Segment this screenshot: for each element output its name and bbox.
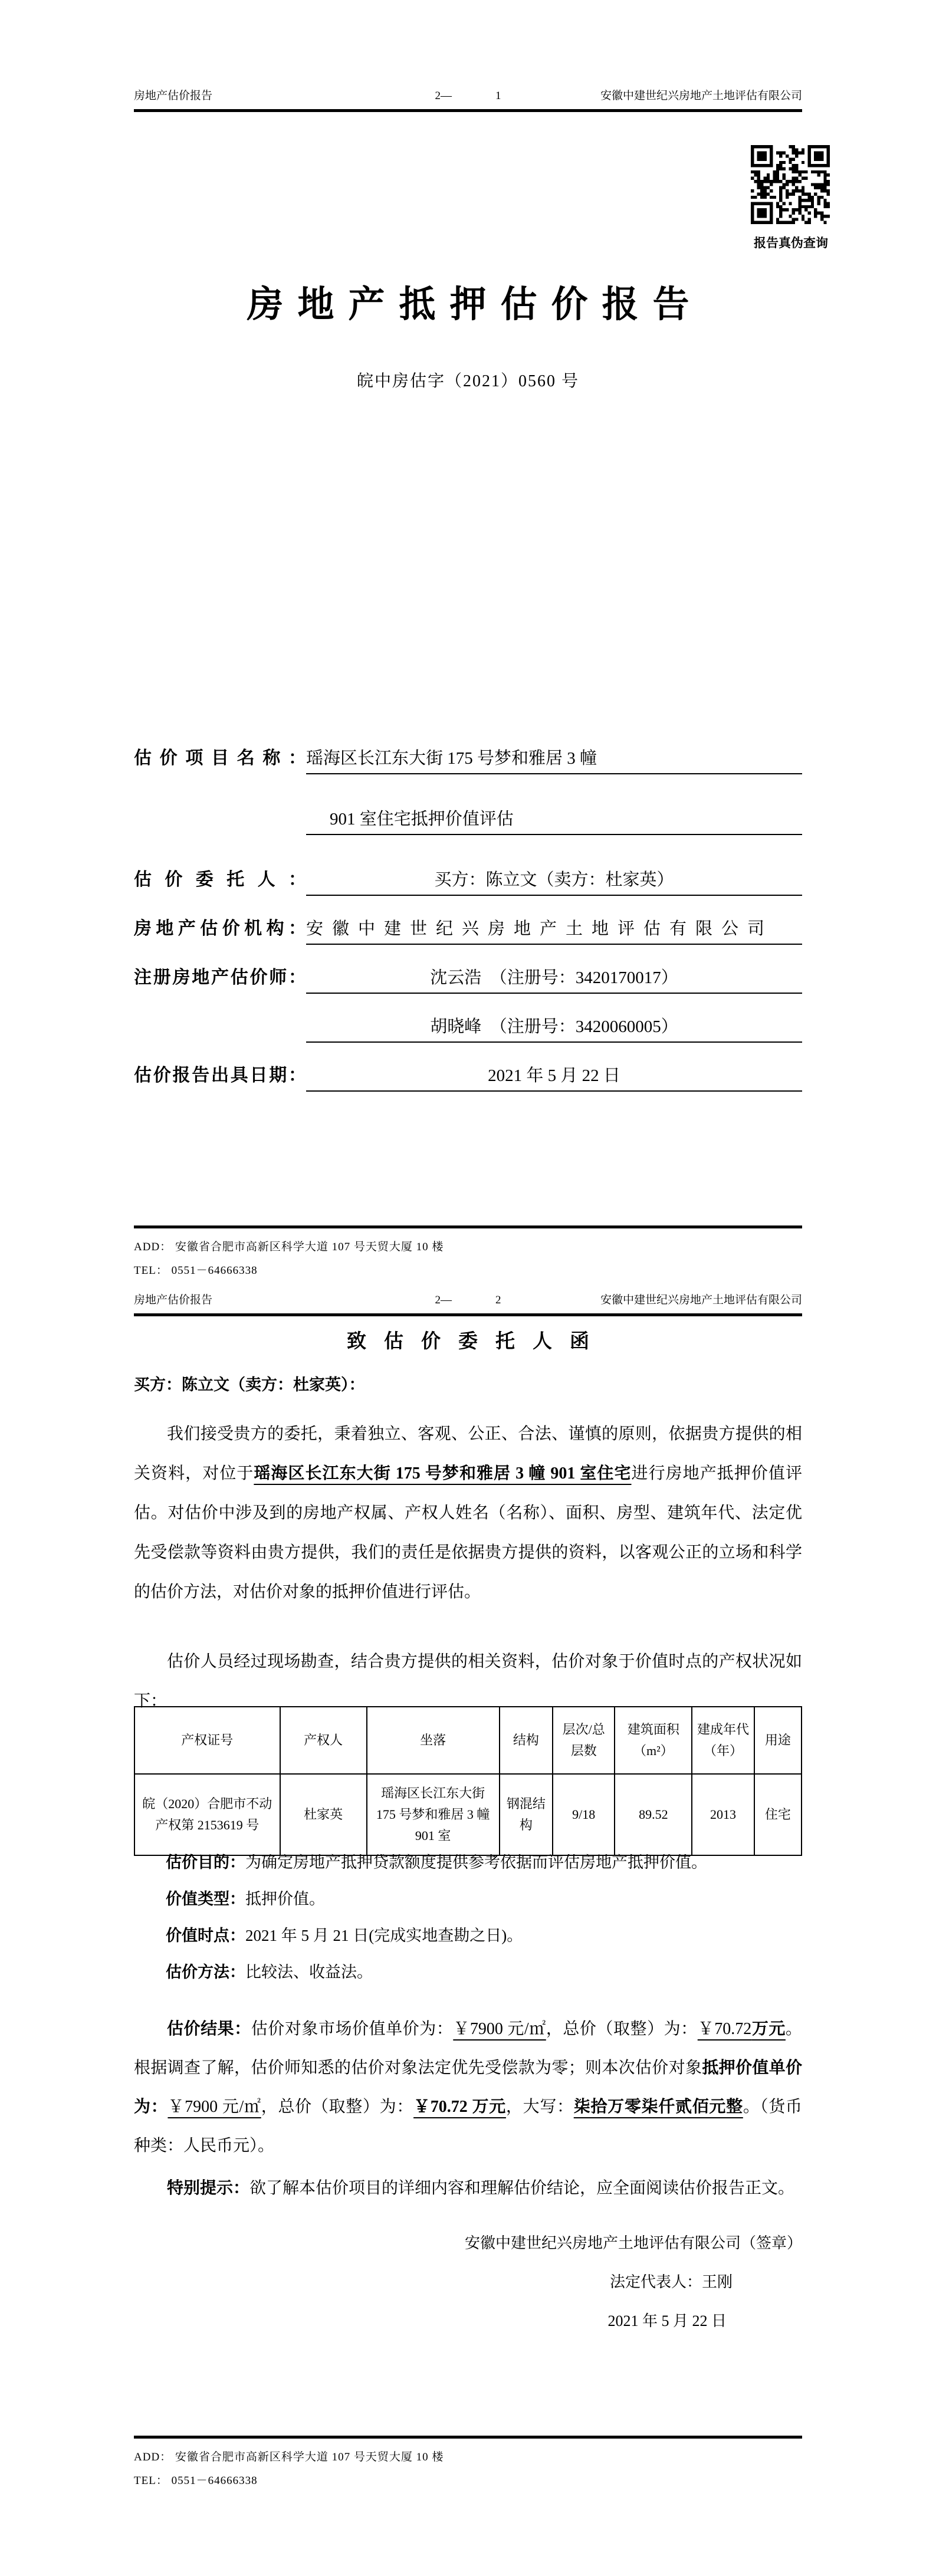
paragraph-commission: 我们接受贵方的委托，秉着独立、客观、公正、合法、谨慎的原则，依据贵方提供的相关资料，对位于瑶海区长江东大街 175 号梦和雅居 3 幢 901 室住宅进行房地产抵押价值评估。对估价中涉及到的房地产权属、产权人姓名（名称）、面积、房型、建筑年代、法定优先受偿款等资料由贵方提供，我们的责任是依据贵方提供的资料，以客观公正的立场和科学的估价方法，对估价对象的抵押价值进行评估。 bbox=[134, 1425, 802, 1601]
field-value-underlined: 沈云浩 （注册号：3420170017） bbox=[306, 966, 802, 994]
field-appraiser-1 bbox=[134, 966, 802, 994]
qr-block bbox=[751, 145, 831, 251]
header-rule bbox=[134, 1313, 802, 1316]
property-rights-table bbox=[134, 1706, 802, 1856]
cover-fields bbox=[134, 747, 802, 1113]
table-header-row bbox=[134, 1707, 802, 1774]
field-client bbox=[134, 868, 802, 896]
signature-block bbox=[134, 2233, 802, 2332]
total-price-value: ￥70.72 bbox=[697, 2020, 752, 2038]
cell-year-built: 2013 bbox=[692, 1774, 754, 1855]
field-agency bbox=[134, 917, 802, 945]
page1-header bbox=[134, 88, 802, 112]
special-note: 特别提示：欲了解本估价项目的详细内容和理解估价结论，应全面阅读估价报告正文。 bbox=[167, 2179, 795, 2197]
field-value-underlined: 901 室住宅抵押价值评估 bbox=[306, 807, 802, 835]
amount-in-words: 柒拾万零柒仟贰佰元整 bbox=[573, 2098, 743, 2116]
appraisal-result: 估价结果：估价对象市场价值单价为：￥7900 元/㎡，总价（取整）为：￥70.72万元。根据调查了解，估价师知悉的估价对象法定优先受偿款为零；则本次估价对象抵押价值单价为：￥7900 元/㎡，总价（取整）为：￥70.72 万元，大写：柒拾万零柒仟贰佰元整。（货币种类：人民币元）。 bbox=[134, 2020, 802, 2155]
mortgage-unit-price-value: ￥7900 元/㎡ bbox=[168, 2098, 261, 2116]
field-value-underlined: 安徽中建世纪兴房地产土地评估有限公司 bbox=[306, 917, 802, 945]
page2-footer bbox=[134, 2436, 802, 2493]
signature-representative: 法定代表人：王刚 bbox=[609, 2273, 733, 2291]
cell-area: 89.52 bbox=[615, 1774, 692, 1855]
report-title: 房地产抵押估价报告 bbox=[247, 285, 704, 325]
footer-rule bbox=[134, 2436, 802, 2439]
col-year-built: 建成年代（年） bbox=[692, 1707, 754, 1774]
header-page-number: 2— 2 bbox=[435, 1294, 501, 1306]
header-report-type: 房地产估价报告 bbox=[134, 90, 213, 102]
header-company-name: 安徽中建世纪兴房地产土地评估有限公司 bbox=[600, 1294, 802, 1306]
field-appraiser-2 bbox=[134, 1015, 802, 1043]
field-value-underlined: 胡晓峰 （注册号：3420060005） bbox=[306, 1015, 802, 1043]
table-row bbox=[134, 1774, 802, 1855]
cell-owner: 杜家英 bbox=[280, 1774, 367, 1855]
signature-date: 2021 年 5 月 22 日 bbox=[607, 2312, 727, 2329]
col-location: 坐落 bbox=[367, 1707, 500, 1774]
footer-address: ADD： 安徽省合肥市高新区科学大道 107 号天贸大厦 10 楼 bbox=[134, 1241, 444, 1253]
qr-caption: 报告真伪查询 bbox=[754, 236, 828, 250]
header-company-name: 安徽中建世纪兴房地产土地评估有限公司 bbox=[600, 90, 802, 102]
col-structure: 结构 bbox=[500, 1707, 553, 1774]
footer-rule bbox=[134, 1225, 802, 1228]
field-report-date bbox=[134, 1064, 802, 1092]
qr-code bbox=[751, 145, 830, 224]
col-cert-number: 产权证号 bbox=[134, 1707, 280, 1774]
field-label: 房地产估价机构： bbox=[134, 919, 306, 938]
field-label: 估价报告出具日期： bbox=[134, 1066, 306, 1085]
col-owner: 产权人 bbox=[280, 1707, 367, 1774]
footer-address: ADD： 安徽省合肥市高新区科学大道 107 号天贸大厦 10 楼 bbox=[134, 2451, 444, 2463]
appraisal-purpose: 估价目的：为确定房地产抵押贷款额度提供参考依据而评估房地产抵押价值。 bbox=[166, 1854, 707, 1871]
field-label: 估价项目名称： bbox=[134, 748, 306, 768]
appraisal-method: 估价方法：比较法、收益法。 bbox=[166, 1963, 373, 1981]
value-type: 价值类型：抵押价值。 bbox=[166, 1890, 325, 1908]
field-project-name bbox=[134, 747, 802, 774]
mortgage-total-price-value: ￥70.72 万元 bbox=[413, 2098, 506, 2116]
page1-footer bbox=[134, 1225, 802, 1283]
letter-title: 致估价委托人函 bbox=[347, 1331, 607, 1352]
unit-price-value: ￥7900 元/㎡ bbox=[453, 2020, 546, 2038]
header-rule bbox=[134, 109, 802, 112]
field-label: 注册房地产估价师： bbox=[134, 968, 306, 987]
col-floor: 层次/总层数 bbox=[553, 1707, 615, 1774]
subject-property-text: 瑶海区长江东大街 175 号梦和雅居 3 幢 901 室住宅 bbox=[254, 1464, 632, 1483]
value-date: 价值时点：2021 年 5 月 21 日(完成实地查勘之日)。 bbox=[166, 1927, 523, 1944]
field-value-underlined: 2021 年 5 月 22 日 bbox=[306, 1064, 802, 1092]
page2-header bbox=[134, 1293, 802, 1316]
doc-number: 皖中房估字（2021）0560 号 bbox=[356, 372, 579, 390]
col-usage: 用途 bbox=[754, 1707, 802, 1774]
cell-floor: 9/18 bbox=[553, 1774, 615, 1855]
cell-structure: 钢混结构 bbox=[500, 1774, 553, 1855]
salutation: 买方：陈立文（卖方：杜家英）： bbox=[134, 1376, 365, 1394]
col-area: 建筑面积（m²） bbox=[615, 1707, 692, 1774]
signature-company: 安徽中建世纪兴房地产土地评估有限公司（签章） bbox=[464, 2235, 802, 2252]
footer-telephone: TEL： 0551－64666338 bbox=[134, 1264, 258, 1277]
header-page-number: 2— 1 bbox=[435, 90, 501, 102]
cell-usage: 住宅 bbox=[754, 1774, 802, 1855]
cell-cert-number: 皖（2020）合肥市不动产权第 2153619 号 bbox=[134, 1774, 280, 1855]
field-value-underlined: 买方：陈立文（卖方：杜家英） bbox=[306, 868, 802, 896]
field-project-name-line2 bbox=[134, 807, 802, 835]
paragraph-survey: 估价人员经过现场勘查，结合贵方提供的相关资料，估价对象于价值时点的产权状况如下： bbox=[134, 1652, 802, 1710]
footer-telephone: TEL： 0551－64666338 bbox=[134, 2475, 258, 2487]
field-label: 估价委托人： bbox=[134, 870, 306, 889]
header-report-type: 房地产估价报告 bbox=[134, 1294, 213, 1306]
appraisal-info bbox=[134, 1852, 802, 1998]
field-value-underlined: 瑶海区长江东大街 175 号梦和雅居 3 幢 bbox=[306, 747, 802, 774]
cell-location: 瑶海区长江东大街 175 号梦和雅居 3 幢 901 室 bbox=[367, 1774, 500, 1855]
